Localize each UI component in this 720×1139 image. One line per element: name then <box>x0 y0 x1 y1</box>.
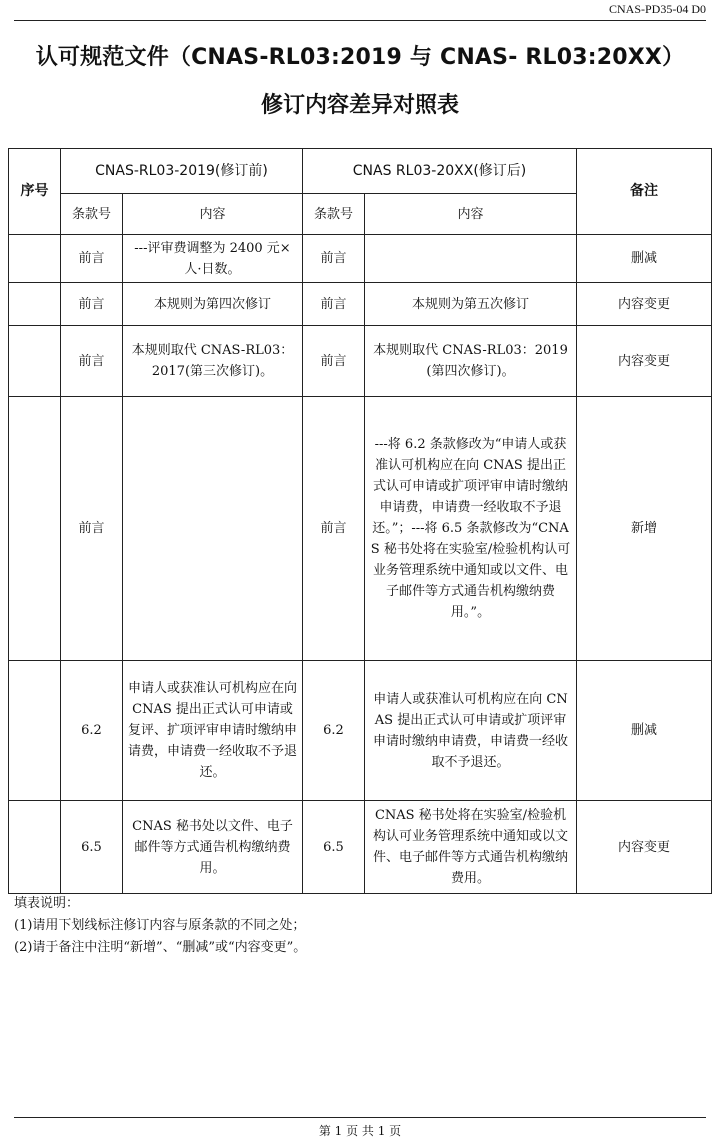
cell-seq <box>9 235 61 283</box>
header-after: CNAS RL03-20XX(修订后) <box>303 149 577 194</box>
document-title: 认可规范文件（CNAS-RL03:2019 与 CNAS- RL03:20XX） <box>35 45 685 70</box>
cell-remark: 内容变更 <box>577 801 712 894</box>
cell-clause-after: 前言 <box>303 326 365 397</box>
cell-content-after: ---将 6.2 条款修改为“申请人或获准认可机构应在向 CNAS 提出正式认可申请或扩项评审申请时缴纳申请费，申请费一经收取不予退还。”；---将 6.5 条款修改为“CNAS 秘书处将在实验室/检验机构认可业务管理系统中通知或以文件、电子邮件等方式通告机构缴纳费用。”。 <box>365 397 577 661</box>
cell-remark: 新增 <box>577 397 712 661</box>
cell-content-after: CNAS 秘书处将在实验室/检验机构认可业务管理系统中通知或以文件、电子邮件等方式通告机构缴纳费用。 <box>365 801 577 894</box>
instructions-heading: 填表说明： <box>14 896 80 911</box>
cell-seq <box>9 661 61 801</box>
subheader-clause-before: 条款号 <box>61 194 123 235</box>
table-row <box>9 661 712 801</box>
cell-clause-before: 前言 <box>61 326 123 397</box>
form-instructions <box>14 893 306 959</box>
header-before: CNAS-RL03-2019(修订前) <box>61 149 303 194</box>
cell-content-before: 申请人或获准认可机构应在向 CNAS 提出正式认可申请或复评、扩项评审申请时缴纳申请费，申请费一经收取不予退还。 <box>123 661 303 801</box>
cell-remark: 内容变更 <box>577 326 712 397</box>
cell-seq <box>9 326 61 397</box>
cell-clause-before: 前言 <box>61 397 123 661</box>
table-row <box>9 326 712 397</box>
instruction-item: (2)请于备注中注明“新增”、“删减”或“内容变更”。 <box>14 940 307 955</box>
cell-clause-after: 6.2 <box>303 661 365 801</box>
header-divider <box>14 20 706 21</box>
cell-clause-before: 6.5 <box>61 801 123 894</box>
cell-seq <box>9 801 61 894</box>
cell-clause-after: 前言 <box>303 283 365 326</box>
cell-clause-before: 前言 <box>61 283 123 326</box>
cell-content-before: ---评审费调整为 2400 元×人·日数。 <box>123 235 303 283</box>
document-code: CNAS-PD35-04 D0 <box>608 2 706 16</box>
header-seq: 序号 <box>9 149 61 235</box>
cell-clause-after: 前言 <box>303 235 365 283</box>
cell-clause-after: 前言 <box>303 397 365 661</box>
cell-content-after: 申请人或获准认可机构应在向 CNAS 提出正式认可申请或扩项评审申请时缴纳申请费，申请费一经收取不予退还。 <box>365 661 577 801</box>
table-row <box>9 283 712 326</box>
cell-clause-after: 6.5 <box>303 801 365 894</box>
cell-remark: 内容变更 <box>577 283 712 326</box>
page-number: 第 1 页 共 1 页 <box>318 1124 402 1138</box>
footer-divider <box>14 1117 706 1118</box>
cell-content-after: 本规则为第五次修订 <box>365 283 577 326</box>
cell-clause-before: 6.2 <box>61 661 123 801</box>
subheader-content-before: 内容 <box>123 194 303 235</box>
cell-seq <box>9 397 61 661</box>
cell-clause-before: 前言 <box>61 235 123 283</box>
cell-content-after: 本规则取代 CNAS-RL03：2019(第四次修订)。 <box>365 326 577 397</box>
cell-remark: 删减 <box>577 235 712 283</box>
revision-comparison-table <box>8 148 712 894</box>
header-remark: 备注 <box>577 149 712 235</box>
cell-content-after <box>365 235 577 283</box>
cell-content-before: 本规则为第四次修订 <box>123 283 303 326</box>
subheader-clause-after: 条款号 <box>303 194 365 235</box>
cell-remark: 删减 <box>577 661 712 801</box>
cell-content-before: CNAS 秘书处以文件、电子邮件等方式通告机构缴纳费用。 <box>123 801 303 894</box>
instruction-item: (1)请用下划线标注修订内容与原条款的不同之处； <box>14 918 306 933</box>
document-subtitle: 修订内容差异对照表 <box>260 93 459 118</box>
cell-content-before: 本规则取代 CNAS-RL03：2017(第三次修订)。 <box>123 326 303 397</box>
table-row <box>9 397 712 661</box>
table-row <box>9 235 712 283</box>
cell-seq <box>9 283 61 326</box>
table-header-row <box>9 149 712 194</box>
cell-content-before <box>123 397 303 661</box>
subheader-content-after: 内容 <box>365 194 577 235</box>
table-row <box>9 801 712 894</box>
